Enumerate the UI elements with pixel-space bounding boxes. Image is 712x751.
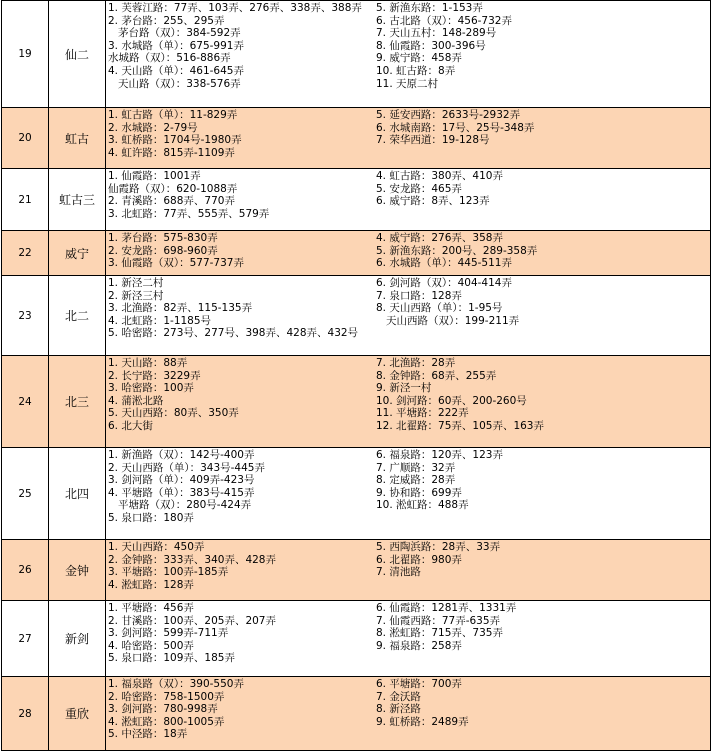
row-number-cell: 27	[2, 601, 49, 677]
address-line: 5. 泉口路：109弄、185弄	[108, 652, 235, 665]
address-line: 1. 平塘路：456弄	[108, 602, 194, 614]
address-line: 1. 新泾二村	[108, 277, 164, 289]
table-body	[2, 1, 711, 751]
address-column-right	[376, 541, 710, 591]
address-line: 3. 北渔路：82弄、115-135弄	[108, 302, 253, 315]
address-line: 2. 青溪路：688弄、770弄	[108, 195, 235, 208]
address-line: 1. 仙霞路：1001弄	[108, 170, 201, 182]
community-name-cell: 北四	[49, 448, 106, 540]
address-line: 3. 水城路（单）：675-991弄	[108, 39, 244, 52]
row-number-cell: 20	[2, 108, 49, 169]
address-line: 5. 泉口路：180弄	[108, 511, 194, 524]
address-line: 8. 仙霞路：300-396号	[376, 39, 486, 52]
address-line: 7. 广顺路：32弄	[376, 461, 456, 474]
address-line: 7. 清池路	[376, 566, 421, 579]
address-column-right	[376, 109, 710, 159]
community-name-cell: 北三	[49, 356, 106, 448]
address-column-left	[108, 277, 376, 340]
address-column-left	[108, 449, 376, 525]
address-line: 1. 天山西路：450弄	[108, 541, 205, 553]
row-number-cell: 23	[2, 276, 49, 356]
address-column-right	[376, 602, 710, 665]
address-line: 1. 天山路：88弄	[108, 357, 188, 369]
address-line: 11. 天原二村	[376, 77, 439, 90]
row-number-cell: 25	[2, 448, 49, 540]
row-number-cell: 21	[2, 169, 49, 231]
address-columns	[108, 449, 710, 525]
address-line: 7. 天山五村：148-289号	[376, 27, 497, 40]
table-row	[2, 108, 711, 169]
district-address-table	[1, 0, 711, 751]
address-line: 4. 淞虹路：128弄	[108, 578, 194, 591]
address-line: 7. 泉口路：128弄	[376, 289, 462, 302]
address-column-right	[376, 277, 710, 340]
address-line: 4. 天山路（单）：461-645弄	[108, 64, 244, 77]
address-line: 2. 安龙路：698-960弄	[108, 244, 218, 257]
address-column-left	[108, 541, 376, 591]
address-line: 6. 北翟路：980弄	[376, 553, 462, 566]
table-row	[2, 540, 711, 601]
address-line: 8. 金钟路：68弄、255弄	[376, 369, 497, 382]
address-line: 平塘路（双）：280号-424弄	[118, 499, 252, 512]
address-line: 4. 北虹路：1-1185号	[108, 314, 212, 327]
address-columns	[108, 109, 710, 159]
address-line: 8. 淞虹路：715弄、735弄	[376, 627, 503, 640]
community-name-cell: 仙二	[49, 1, 106, 108]
table-row	[2, 601, 711, 677]
address-list-cell	[106, 601, 711, 677]
table-row	[2, 169, 711, 231]
address-column-right	[376, 170, 710, 220]
address-column-right	[376, 232, 710, 270]
community-name-cell: 虹古	[49, 108, 106, 169]
address-line: 3. 剑河路（单）：409弄-423号	[108, 474, 255, 487]
address-line: 2. 茅台路：255、295弄	[108, 14, 225, 27]
community-name-cell: 威宁	[49, 231, 106, 276]
address-line: 5. 延安西路：2633号-2932弄	[376, 109, 521, 121]
address-line: 6. 古北路（双）：456-732弄	[376, 14, 512, 27]
address-line: 1. 芙蓉江路：77弄、103弄、276弄、338弄、388弄	[108, 2, 362, 14]
address-line: 4. 哈密路：500弄	[108, 639, 194, 652]
address-line: 6. 水城路（单）：445-511弄	[376, 257, 512, 270]
address-line: 6. 水城南路：17号、25号-348弄	[376, 121, 535, 134]
address-list-cell	[106, 448, 711, 540]
address-line: 6. 福泉路：120弄、123弄	[376, 449, 503, 461]
address-column-right	[376, 357, 710, 433]
address-column-right	[376, 2, 710, 90]
address-line: 8. 新泾路	[376, 703, 421, 716]
address-list-cell	[106, 677, 711, 751]
address-line: 2. 长宁路：3229弄	[108, 369, 201, 382]
address-line: 4. 蒲淞北路	[108, 394, 164, 407]
address-line: 5. 西陶浜路：28弄、33弄	[376, 541, 501, 553]
address-line: 9. 威宁路：458弄	[376, 52, 462, 65]
address-list-cell	[106, 231, 711, 276]
address-column-left	[108, 678, 376, 741]
address-line: 3. 虹桥路：1704号-1980弄	[108, 134, 242, 147]
address-columns	[108, 678, 710, 741]
address-line: 3. 北虹路：77弄、555弄、579弄	[108, 207, 270, 220]
address-line: 2. 水城路：2-79号	[108, 121, 198, 134]
address-column-right	[376, 678, 710, 741]
address-line: 11. 平塘路：222弄	[376, 407, 469, 420]
address-line: 12. 北翟路：75弄、105弄、163弄	[376, 419, 544, 432]
address-column-left	[108, 109, 376, 159]
address-line: 4. 平塘路（单）：383号-415弄	[108, 486, 255, 499]
address-line: 6. 剑河路（双）：404-414弄	[376, 277, 512, 289]
address-line: 5. 安龙路：465弄	[376, 182, 462, 195]
address-line: 3. 剑河路：780-998弄	[108, 703, 218, 716]
address-line: 2. 金钟路：333弄、340弄、428弄	[108, 553, 276, 566]
address-line: 9. 虹桥路：2489弄	[376, 715, 469, 728]
address-line: 3. 仙霞路（双）：577-737弄	[108, 257, 244, 270]
community-name-cell: 虹古三	[49, 169, 106, 231]
address-line: 6. 仙霞路：1281弄、1331弄	[376, 602, 517, 614]
address-line: 7. 金沃路	[376, 690, 421, 703]
community-name-cell: 北二	[49, 276, 106, 356]
row-number-cell: 22	[2, 231, 49, 276]
address-columns	[108, 170, 710, 220]
address-line: 9. 新泾一村	[376, 382, 432, 395]
address-line: 3. 平塘路：100弄-185弄	[108, 566, 229, 579]
table-row	[2, 276, 711, 356]
address-line: 1. 茅台路：575-830弄	[108, 232, 218, 244]
address-line: 2. 哈密路：758-1500弄	[108, 690, 225, 703]
address-line: 3. 剑河路：599弄-711弄	[108, 627, 229, 640]
table-row	[2, 677, 711, 751]
address-columns	[108, 357, 710, 433]
address-column-left	[108, 602, 376, 665]
address-list-cell	[106, 108, 711, 169]
address-line: 4. 虹古路：380弄、410弄	[376, 170, 503, 182]
address-line: 水城路（双）：516-886弄	[108, 52, 231, 65]
address-list-cell	[106, 169, 711, 231]
address-line: 6. 北大街	[108, 419, 153, 432]
address-line: 仙霞路（双）：620-1088弄	[108, 182, 238, 195]
address-line: 10. 剑河路：60弄、200-260号	[376, 394, 527, 407]
table-row	[2, 356, 711, 448]
address-line: 2. 新泾三村	[108, 289, 164, 302]
address-line: 1. 虹古路（单）：11-829弄	[108, 109, 238, 121]
table-row	[2, 231, 711, 276]
row-number-cell: 28	[2, 677, 49, 751]
row-number-cell: 24	[2, 356, 49, 448]
address-line: 7. 荣华西道：19-128号	[376, 134, 490, 147]
address-columns	[108, 541, 710, 591]
address-column-left	[108, 357, 376, 433]
address-line: 4. 虹许路：815弄-1109弄	[108, 146, 235, 159]
address-line: 茅台路（双）：384-592弄	[118, 27, 241, 40]
table-row	[2, 1, 711, 108]
address-line: 5. 新渔东路：200号、289-358弄	[376, 244, 538, 257]
address-line: 5. 哈密路：273号、277号、398弄、428弄、432号	[108, 327, 359, 340]
community-name-cell: 新剑	[49, 601, 106, 677]
address-column-left	[108, 232, 376, 270]
address-columns	[108, 602, 710, 665]
address-columns	[108, 2, 710, 90]
address-list-cell	[106, 356, 711, 448]
address-line: 天山西路（双）：199-211弄	[386, 314, 520, 327]
address-line: 4. 淞虹路：800-1005弄	[108, 715, 225, 728]
address-line: 天山路（双）：338-576弄	[118, 77, 241, 90]
address-list-cell	[106, 1, 711, 108]
address-line: 7. 仙霞西路：77弄-635弄	[376, 614, 501, 627]
address-line: 10. 虹古路：8弄	[376, 64, 456, 77]
address-column-right	[376, 449, 710, 525]
address-line: 6. 平塘路：700弄	[376, 678, 462, 690]
row-number-cell: 26	[2, 540, 49, 601]
address-columns	[108, 232, 710, 270]
address-column-left	[108, 2, 376, 90]
address-line: 4. 威宁路：276弄、358弄	[376, 232, 503, 244]
address-list-cell	[106, 276, 711, 356]
address-line: 1. 福泉路（双）：390-550弄	[108, 678, 244, 690]
address-line: 2. 甘溪路：100弄、205弄、207弄	[108, 614, 276, 627]
address-line: 10. 淞虹路：488弄	[376, 499, 469, 512]
address-line: 3. 哈密路：100弄	[108, 382, 194, 395]
address-column-left	[108, 170, 376, 220]
address-list-cell	[106, 540, 711, 601]
address-line: 8. 天山西路（单）：1-95号	[376, 302, 503, 315]
address-line: 5. 中泾路：18弄	[108, 728, 188, 741]
table-row	[2, 448, 711, 540]
address-line: 9. 福泉路：258弄	[376, 639, 462, 652]
address-line: 7. 北渔路：28弄	[376, 357, 456, 369]
address-line: 9. 协和路：699弄	[376, 486, 462, 499]
address-line: 2. 天山西路（单）：343号-445弄	[108, 461, 265, 474]
address-line: 8. 定威路：28弄	[376, 474, 456, 487]
address-columns	[108, 277, 710, 340]
community-name-cell: 金钟	[49, 540, 106, 601]
row-number-cell: 19	[2, 1, 49, 108]
address-line: 5. 天山西路：80弄、350弄	[108, 407, 239, 420]
address-line: 6. 威宁路：8弄、123弄	[376, 195, 490, 208]
community-name-cell: 重欣	[49, 677, 106, 751]
address-line: 1. 新渔路（双）：142号-400弄	[108, 449, 255, 461]
address-line: 5. 新渔东路：1-153弄	[376, 2, 483, 14]
